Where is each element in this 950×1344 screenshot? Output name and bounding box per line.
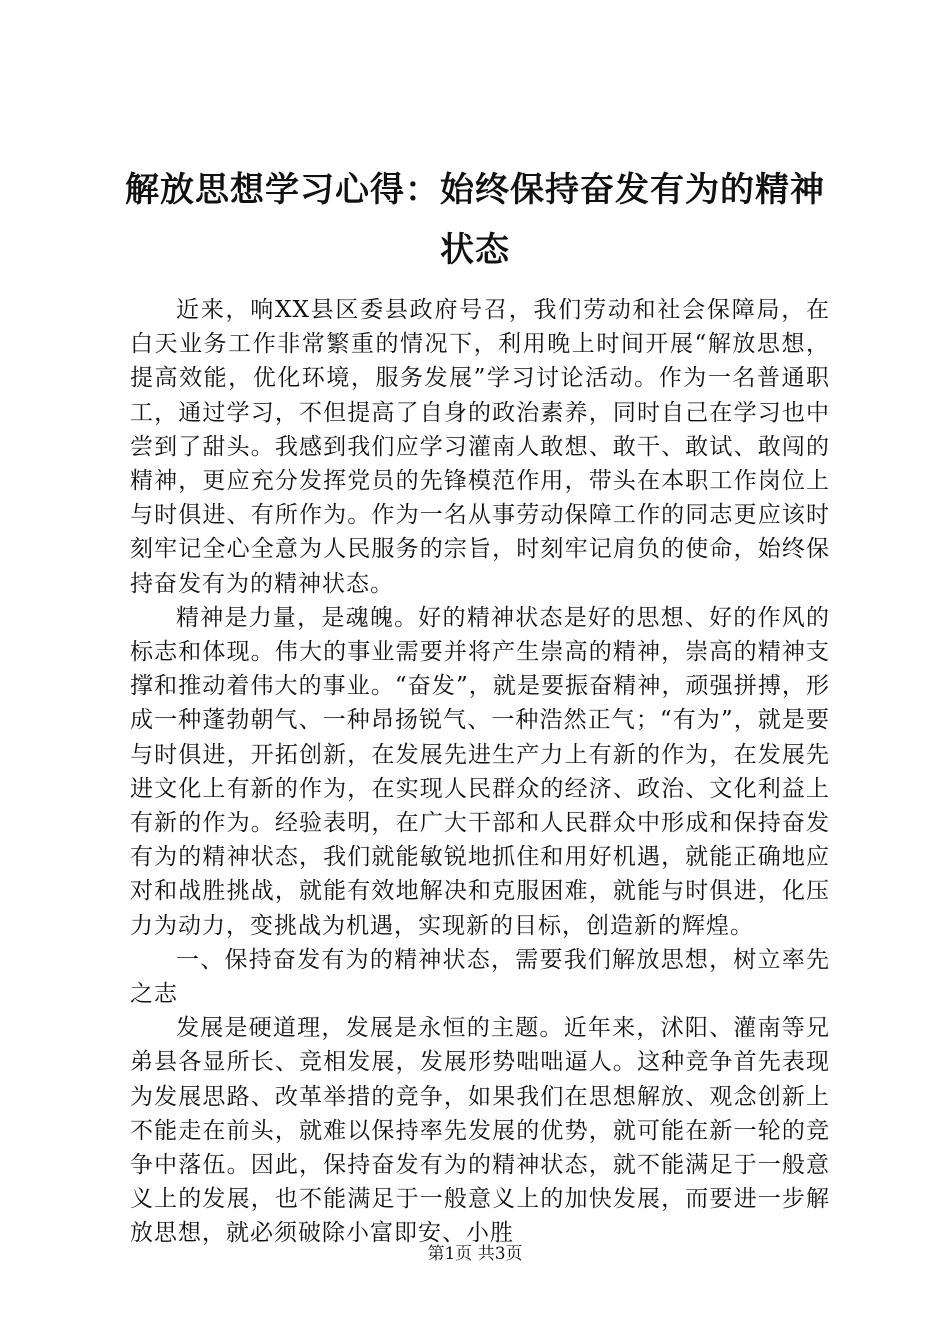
section-heading: 一、保持奋发有为的精神状态，需要我们解放思想，树立率先之志 [130, 946, 830, 1008]
body-paragraph: 精神是力量，是魂魄。好的精神状态是好的思想、好的作风的标志和体现。伟大的事业需要并将产生崇高的精神，崇高的精神支撑和推动着伟大的事业。“奋发”，就是要振奋精神，顽强拼搏，形成一种蓬勃朝气、一种昂扬锐气、一种浩然正气；“有为”，就是要与时俱进，开拓创新，在发展先进生产力上有新的作为，在发展先进文化上有新的作为，在实现人民群众的经济、政治、文化利益上有新的作为。经验表明，在广大干部和人民群众中形成和保持奋发有为的精神状态，我们就能敏锐地抓住和用好机遇，就能正确地应对和战胜挑战，就能有效地解决和克服困难，就能与时俱进，化压力为动力，变挑战为机遇，实现新的目标，创造新的辉煌。 [130, 604, 830, 939]
page-number-footer: 第1页 共3页 [427, 1244, 523, 1264]
body-paragraph: 发展是硬道理，发展是永恒的主题。近年来，沭阳、灌南等兄弟县各显所长、竞相发展，发展形势咄咄逼人。这种竞争首先表现为发展思路、改革举措的竞争，如果我们在思想解放、观念创新上不能走在前头，就难以保持率先发展的优势，就可能在新一轮的竞争中落伍。因此，保持奋发有为的精神状态，就不能满足于一般意义上的发展，也不能满足于一般意义上的加快发展，而要进一步解放思想，就必须破除小富即安、小胜 [130, 1015, 830, 1247]
document-title: 解放思想学习心得：始终保持奋发有为的精神状态 [125, 170, 825, 270]
body-paragraph: 近来，响XX县区委县政府号召，我们劳动和社会保障局，在白天业务工作非常繁重的情况下，利用晚上时间开展“解放思想，提高效能，优化环境，服务发展”学习讨论活动。作为一名普通职工，通过学习，不但提高了自身的政治素养，同时自己在学习也中尝到了甜头。我感到我们应学习灌南人敢想、敢干、敢试、敢闯的精神，更应充分发挥党员的先锋模范作用，带头在本职工作岗位上与时俱进、有所作为。作为一名从事劳动保障工作的同志更应该时刻牢记全心全意为人民服务的宗旨，时刻牢记肩负的使命，始终保持奋发有为的精神状态。 [130, 297, 830, 597]
document-body [130, 293, 830, 1251]
